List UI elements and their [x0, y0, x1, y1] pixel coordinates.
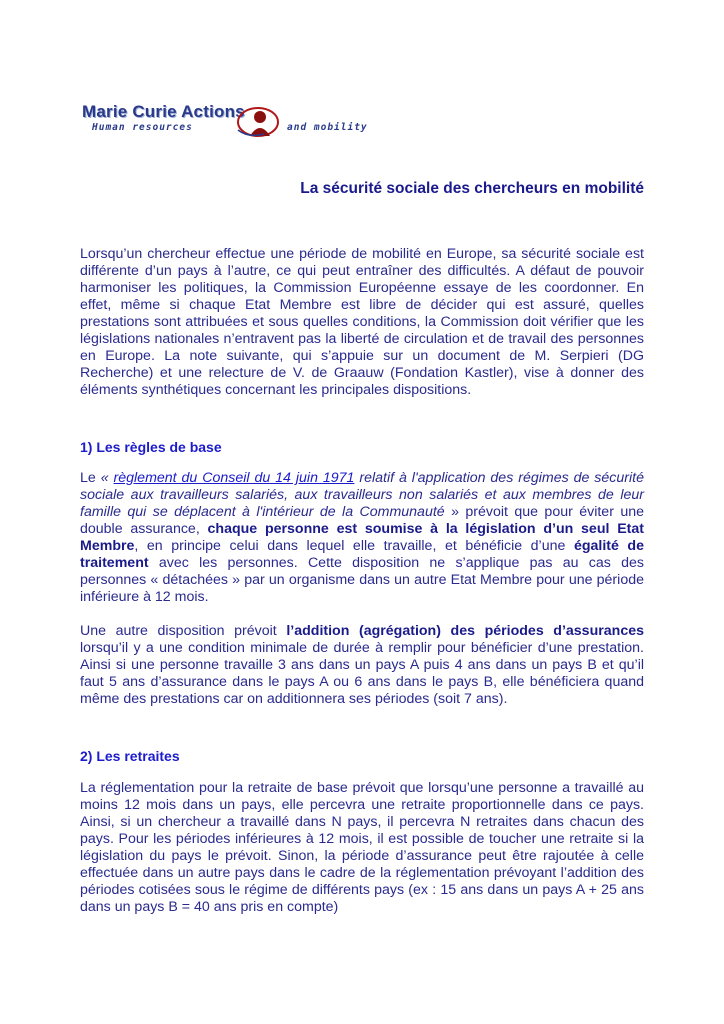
logo-subtitle-left: Human resources [92, 122, 193, 133]
text-segment: » prévoit que pour éviter une double assurance, [80, 504, 644, 537]
bold-segment: égalité de traitement [80, 538, 644, 571]
section-heading-retraites: 2) Les retraites [80, 748, 180, 764]
text-segment: Une autre disposition prévoit [80, 623, 287, 639]
regulation-link[interactable]: règlement du Conseil du 14 juin 1971 [113, 470, 355, 486]
bold-segment: l’addition (agrégation) des périodes d’assurances [286, 623, 644, 639]
text-segment: , en principe celui dans lequel elle travaille, et bénéficie d’une [134, 538, 574, 554]
text-segment: avec les personnes. Cette disposition ne s’applique pas au cas des personnes « détachées » par un organisme dans un autre Etat Membre pour une période inférieure à 12 mois. [80, 555, 644, 605]
text-segment: Le [80, 470, 101, 486]
logo-subtitle-right: and mobility [287, 122, 368, 133]
text-segment: lorsqu’il y a une condition minimale de durée à remplir pour bénéficier d’une prestation. Ainsi si une personne travaille 3 ans dans un pays A puis 4 ans dans un pays B et qu’il faut 5 ans d’assurance dans le pays A ou 6 ans dans le pays B, elle bénéficiera quand même des prestations car on additionnera ses périodes (soit 7 ans). [80, 640, 644, 707]
section-heading-regles: 1) Les règles de base [80, 439, 222, 455]
regles-paragraph-1 [80, 470, 644, 606]
retraites-paragraph: La réglementation pour la retraite de base prévoit que lorsqu’une personne a travaillé au moins 12 mois dans un pays, elle percevra une retraite proportionnelle dans ce pays. Ainsi, si un chercheur a travaillé dans N pays, il percevra N retraites dans chacun des pays. Pour les périodes inférieures à 12 mois, il est possible de toucher une retraite si la législation du pays le prévoit. Sinon, la période d’assurance peut être rajoutée à celle effectuée dans un autre pays dans le cadre de la réglementation prévoyant l’addition des périodes cotisées sous le régime de différents pays (ex : 15 ans dans un pays A + 25 ans dans un pays B = 40 ans pris en compte) [80, 780, 644, 915]
quote-open: « [100, 470, 114, 486]
regles-paragraph-2 [80, 623, 644, 708]
intro-paragraph: Lorsqu’un chercheur effectue une période de mobilité en Europe, sa sécurité sociale est différente d’un pays à l’autre, ce qui peut entraîner des difficultés. A défaut de pouvoir harmoniser les politiques, la Commission Européenne essaye de les coordonner. En effet, même si chaque Etat Membre est libre de décider qui est assuré, quelles prestations sont attribuées et sous quelles conditions, la Commission doit vérifier que les législations nationales n’entravent pas la liberté de circulation et de travail des personnes en Europe. La note suivante, qui s’appuie sur un document de M. Serpieri (DG Recherche) et une relecture de V. de Graauw (Fondation Kastler), vise à donner des éléments synthétiques concernant les principales dispositions. [80, 246, 644, 398]
document-title: La sécurité sociale des chercheurs en mobilité [300, 180, 644, 197]
bold-segment: chaque personne est soumise à la législation d’un seul Etat Membre [80, 521, 644, 554]
document-body [80, 246, 644, 916]
regulation-title-italic: relatif à l'application des régimes de sécurité sociale aux travailleurs salariés, aux travailleurs non salariés et aux membres de leur famille qui se déplacent à l'intérieur de la Communauté [80, 470, 644, 520]
portrait-icon [234, 104, 286, 140]
marie-curie-logo [82, 100, 372, 142]
logo-title: Marie Curie Actions [82, 102, 245, 121]
